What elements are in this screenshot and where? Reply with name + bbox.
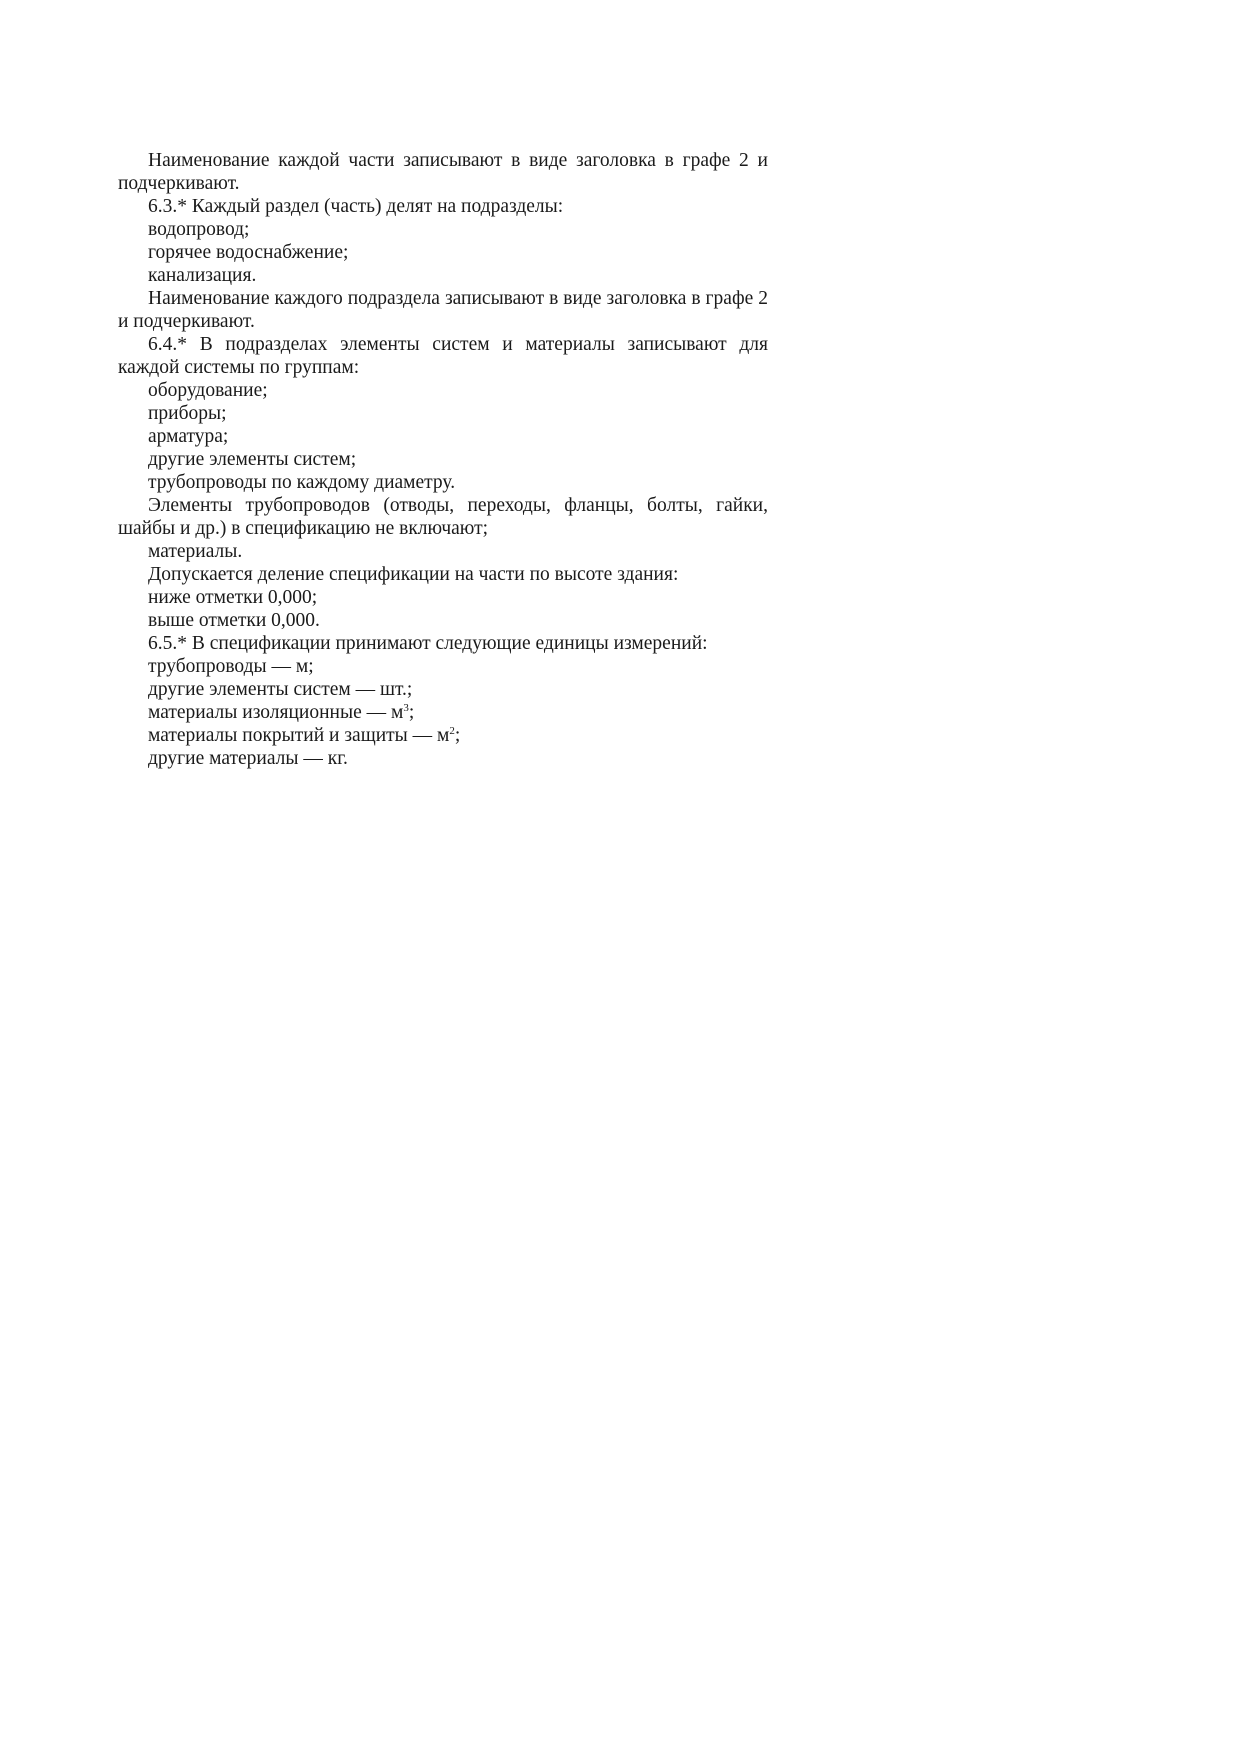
list-item-sewerage: канализация. xyxy=(148,265,257,286)
unit-coating-text: материалы покрытий и защиты — м xyxy=(148,725,450,746)
list-item-equipment: оборудование; xyxy=(148,380,268,401)
paragraph-6-4: 6.4.* В подразделах элементы систем и материалы записывают для каждой системы по группам: xyxy=(118,334,768,378)
unit-insulation-exponent: 3 xyxy=(403,702,409,714)
paragraph-pipeline-elements: Элементы трубопроводов (отводы, переходы, фланцы, болты, гайки, шайбы и др.) в спецификацию не включают; xyxy=(118,495,768,539)
paragraph-6-3: 6.3.* Каждый раздел (часть) делят на подразделы: xyxy=(148,196,564,217)
list-item-unit-coating xyxy=(118,724,768,747)
list-item-unit-pipelines: трубопроводы — м; xyxy=(148,656,314,677)
paragraph-subsection-heading-note: Наименование каждого подраздела записывают в виде заголовка в графе 2 и подчеркивают. xyxy=(118,288,768,332)
list-item-pipelines: трубопроводы по каждому диаметру. xyxy=(148,472,456,493)
list-item-unit-other-elements: другие элементы систем — шт.; xyxy=(148,679,413,700)
list-item-water-supply: водопровод; xyxy=(148,219,250,240)
list-item-hot-water: горячее водоснабжение; xyxy=(148,242,349,263)
paragraph-6-5: 6.5.* В спецификации принимают следующие единицы измерений: xyxy=(148,633,708,654)
document-page xyxy=(118,149,768,770)
list-item-devices: приборы; xyxy=(148,403,227,424)
unit-coating-exponent: 2 xyxy=(449,725,455,737)
list-item-unit-other-materials: другие материалы — кг. xyxy=(148,748,348,769)
unit-coating-suffix: ; xyxy=(454,725,461,746)
paragraph-height-division: Допускается деление спецификации на части по высоте здания: xyxy=(148,564,679,585)
paragraph-part-heading-note: Наименование каждой части записывают в виде заголовка в графе 2 и подчеркивают. xyxy=(118,150,768,194)
unit-insulation-suffix: ; xyxy=(408,702,415,723)
list-item-other-elements: другие элементы систем; xyxy=(148,449,357,470)
list-item-fittings: арматура; xyxy=(148,426,229,447)
list-item-materials: материалы. xyxy=(148,541,243,562)
list-item-below-mark: ниже отметки 0,000; xyxy=(148,587,318,608)
list-item-above-mark: выше отметки 0,000. xyxy=(148,610,320,631)
list-item-unit-insulation xyxy=(118,701,768,724)
unit-insulation-text: материалы изоляционные — м xyxy=(148,702,404,723)
